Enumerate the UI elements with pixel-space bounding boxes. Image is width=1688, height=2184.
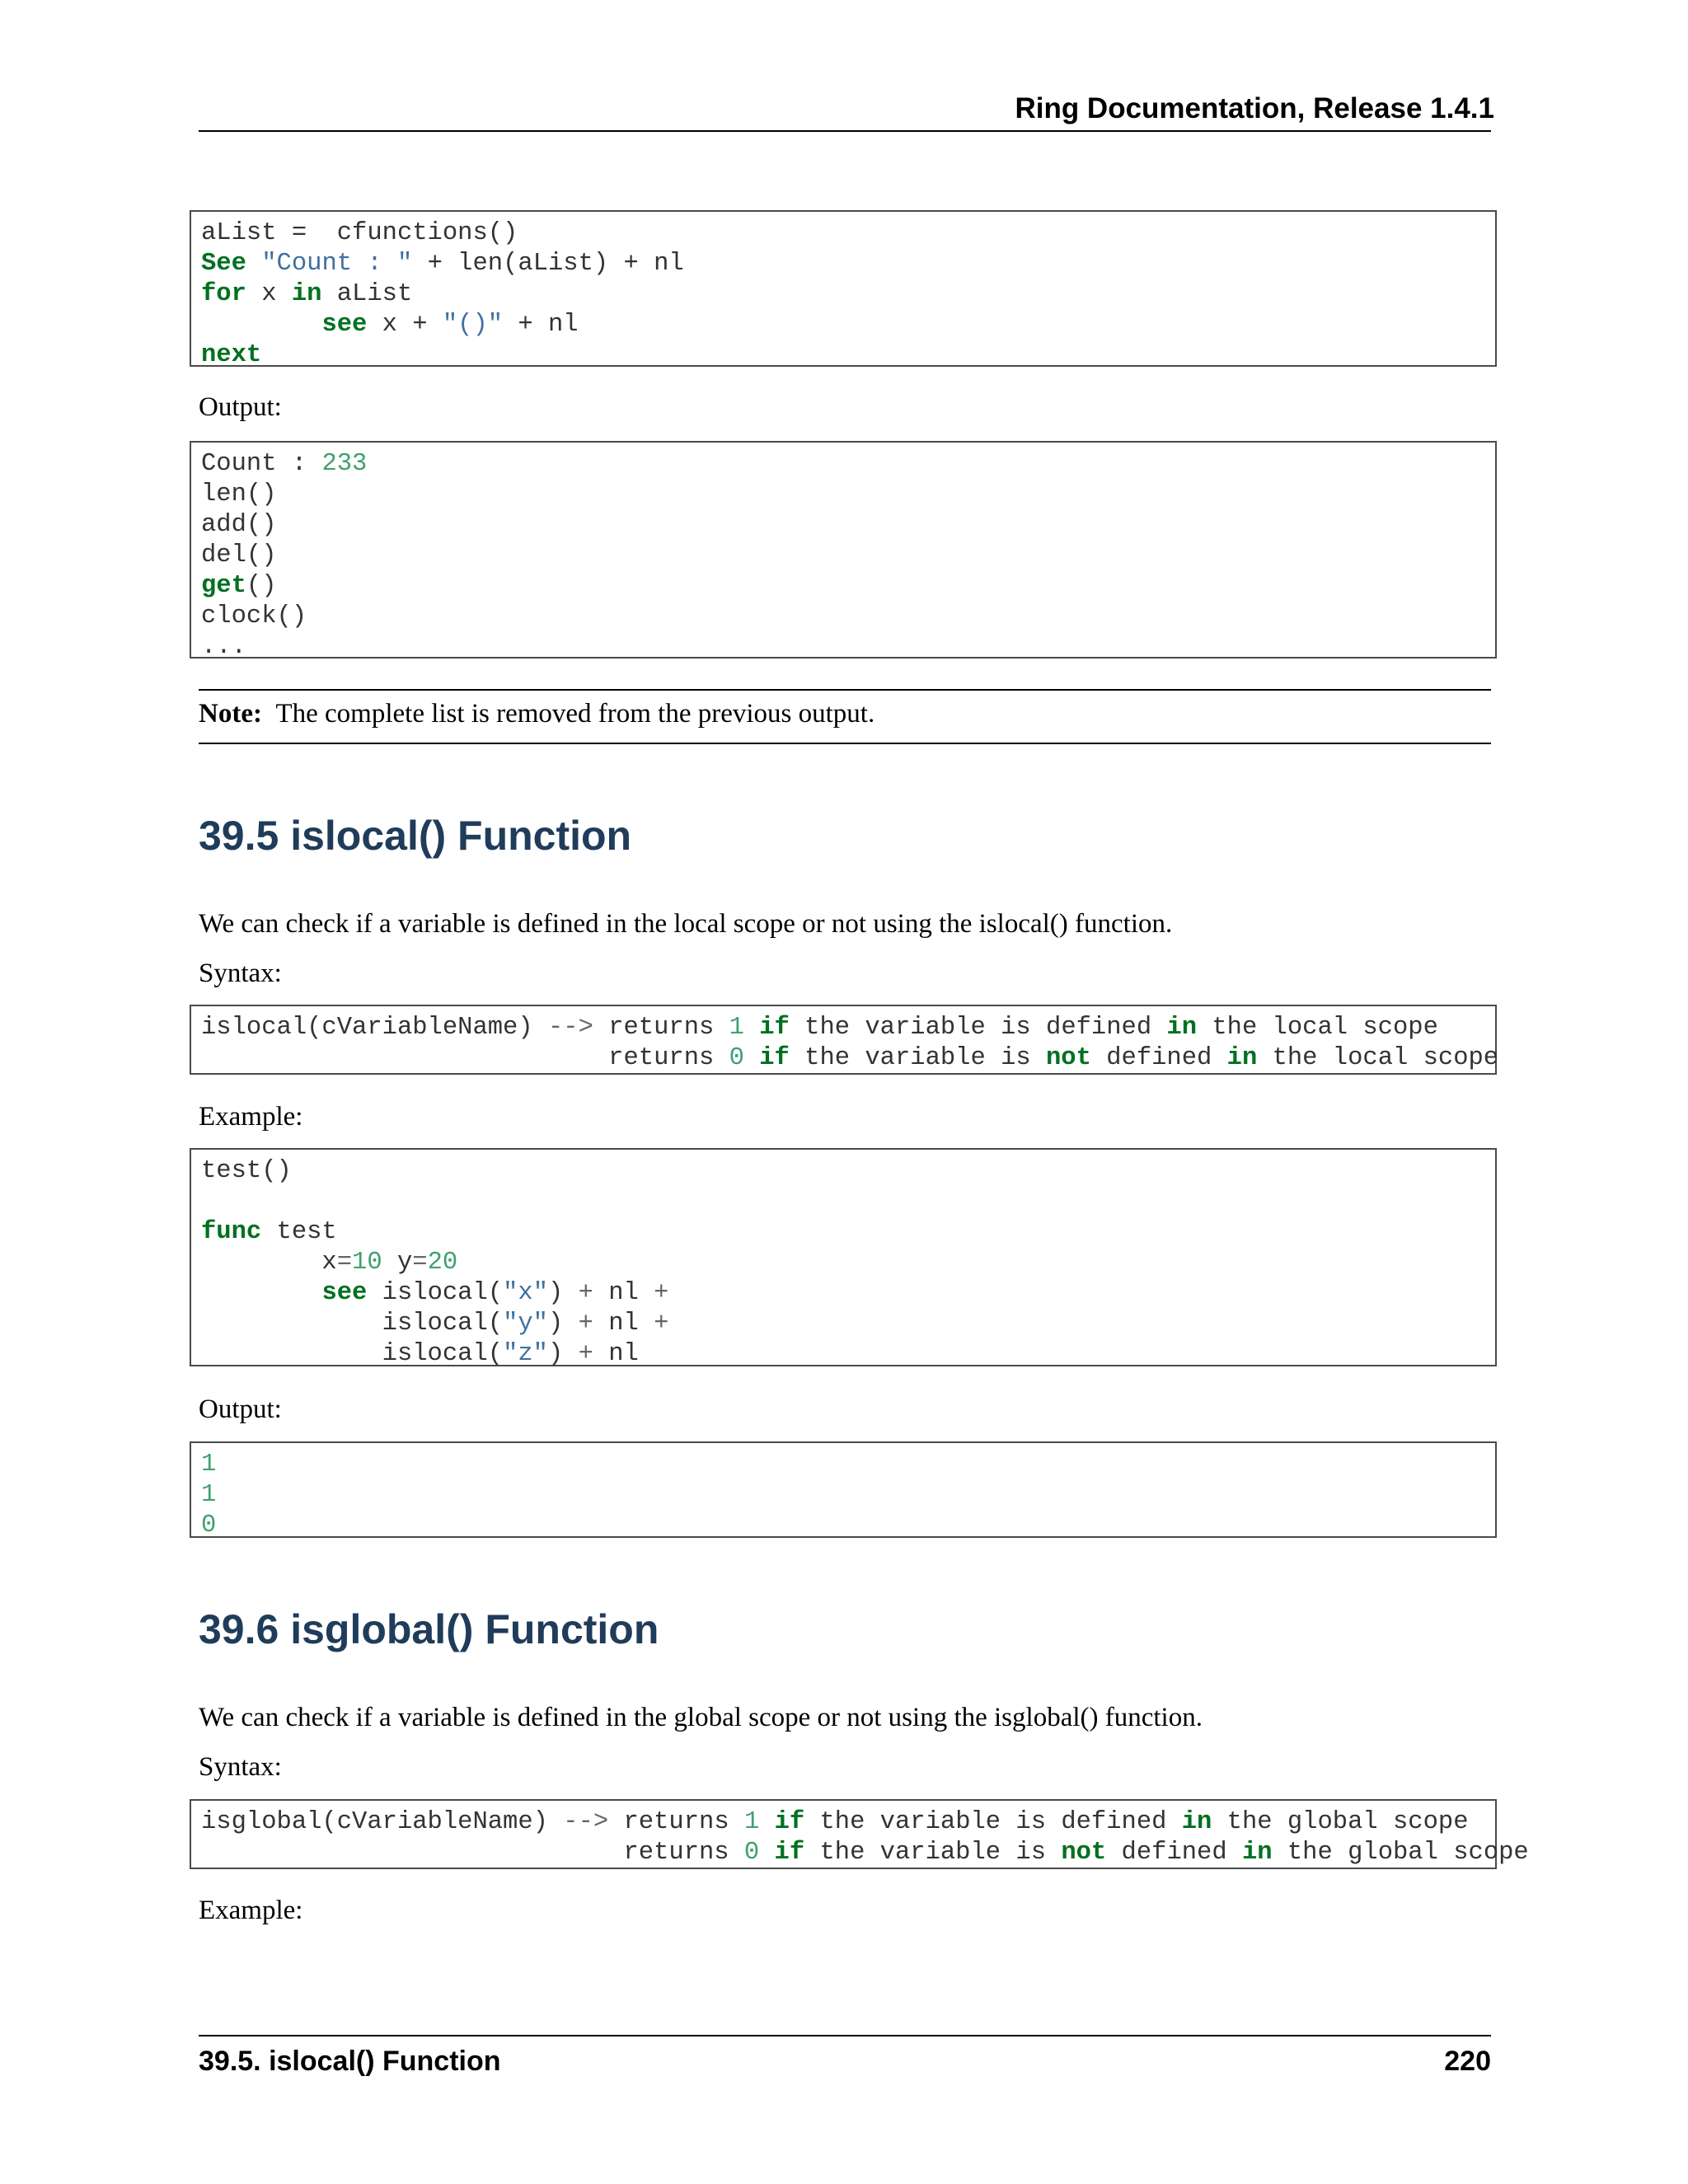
code-token: x <box>246 280 292 308</box>
code-token: Count : <box>201 450 322 478</box>
code-token: aList = cfunctions() <box>201 219 518 247</box>
code-token <box>744 1014 759 1042</box>
header-rule <box>199 130 1491 132</box>
section-title-islocal: 39.5 islocal() Function <box>199 813 632 859</box>
code-token: defined <box>1090 1044 1227 1072</box>
code-token: nl <box>593 1310 654 1338</box>
code-token: in <box>1226 1044 1258 1072</box>
note <box>199 697 874 730</box>
note-bottom-rule <box>199 743 1491 744</box>
code-token: aList <box>321 280 413 308</box>
code-token: "z" <box>503 1340 548 1368</box>
output-label: Output: <box>199 392 282 422</box>
code-token: islocal( <box>201 1340 504 1368</box>
code-line <box>201 1309 1495 1339</box>
code-token: 1 <box>201 1451 217 1479</box>
code-token: not <box>1046 1044 1091 1072</box>
code-token: 0 <box>729 1044 744 1072</box>
code-token: 233 <box>321 450 368 478</box>
code-line <box>201 1013 1495 1043</box>
code-line <box>201 340 1495 371</box>
islocal-syntax-label: Syntax: <box>199 958 282 988</box>
code-line <box>201 571 1495 602</box>
code-token: in <box>291 280 322 308</box>
code-line <box>201 1156 1495 1187</box>
code-token: 0 <box>743 1839 760 1867</box>
code-token: add() <box>201 511 277 539</box>
code-token: clock() <box>201 602 307 630</box>
code-line <box>201 480 1495 510</box>
code-token: + len(aList) + nl <box>412 250 684 278</box>
code-block-isglobal-syntax <box>190 1799 1529 1869</box>
code-token: get <box>201 572 246 600</box>
code-token: See <box>201 250 246 278</box>
code-token: for <box>201 280 246 308</box>
code-token: + <box>578 1279 593 1307</box>
code-token: + <box>654 1310 669 1338</box>
code-line <box>201 1278 1495 1309</box>
code-token: the local scope <box>1257 1044 1499 1072</box>
code-token: + <box>578 1310 593 1338</box>
code-token: the global scope <box>1212 1808 1469 1836</box>
code-token: x <box>201 1249 337 1277</box>
footer-section: 39.5. islocal() Function <box>199 2046 501 2077</box>
code-line <box>201 310 1495 340</box>
code-token: next <box>201 341 262 369</box>
code-line <box>201 510 1495 541</box>
code-token <box>201 311 321 339</box>
code-token: 0 <box>201 1511 217 1540</box>
code-token: func <box>201 1218 262 1246</box>
code-line <box>201 1480 1495 1511</box>
code-token <box>759 1808 774 1836</box>
code-line <box>201 218 1495 249</box>
code-token: len() <box>201 480 277 509</box>
code-line <box>201 1511 1495 1541</box>
code-token: ... <box>201 633 246 661</box>
isglobal-example-label: Example: <box>199 1896 303 1925</box>
code-line <box>201 1043 1499 1074</box>
code-line <box>201 1807 1495 1838</box>
code-token: "x" <box>503 1279 549 1307</box>
code-line <box>201 449 1495 480</box>
code-token: not <box>1061 1839 1107 1867</box>
code-token: the variable is defined <box>804 1808 1182 1836</box>
code-token: 10 <box>352 1249 382 1277</box>
code-line <box>201 541 1495 571</box>
code-line <box>201 279 1495 310</box>
code-line <box>201 1217 1495 1248</box>
code-token: islocal( <box>367 1279 504 1307</box>
code-token: if <box>774 1839 805 1867</box>
code-token: () <box>246 572 277 600</box>
code-token: "()" <box>442 311 504 339</box>
code-token: islocal(cVariableName) <box>201 1014 548 1042</box>
code-token: in <box>1166 1014 1198 1042</box>
code-line <box>201 249 1495 279</box>
code-token: see <box>321 1279 368 1307</box>
code-token: isglobal(cVariableName) <box>201 1808 564 1836</box>
code-token <box>744 1044 759 1072</box>
code-token: 20 <box>427 1249 458 1277</box>
code-token: del() <box>201 541 277 569</box>
code-line <box>201 1248 1495 1278</box>
note-text: The complete list is removed from the previous output. <box>275 699 875 729</box>
code-token: = <box>412 1249 428 1277</box>
code-token: + <box>578 1340 593 1368</box>
code-token: ) <box>548 1279 579 1307</box>
islocal-output-label: Output: <box>199 1394 282 1424</box>
code-token: y <box>382 1249 413 1277</box>
islocal-example-label: Example: <box>199 1102 303 1132</box>
code-token: 1 <box>743 1808 760 1836</box>
islocal-intro: We can check if a variable is defined in the local scope or not using the islocal() function. <box>199 909 1173 939</box>
code-token: in <box>1241 1839 1273 1867</box>
code-token: ) <box>547 1310 579 1338</box>
code-token <box>759 1839 774 1867</box>
code-token: returns <box>201 1839 744 1867</box>
code-token: "Count : " <box>261 250 413 278</box>
code-block-islocal-example <box>190 1148 1497 1366</box>
code-token: if <box>774 1808 805 1836</box>
footer-page-number: 220 <box>1444 2046 1491 2077</box>
code-token: defined <box>1106 1839 1242 1867</box>
code-line <box>201 1187 1495 1217</box>
code-line <box>201 632 1495 663</box>
code-token <box>246 250 261 278</box>
code-token: returns <box>201 1044 729 1072</box>
isglobal-syntax-label: Syntax: <box>199 1752 282 1782</box>
section-title-isglobal: 39.6 isglobal() Function <box>199 1606 659 1652</box>
code-token: nl <box>593 1279 654 1307</box>
code-token: = <box>336 1249 353 1277</box>
note-top-rule <box>199 689 1491 691</box>
code-token: test() <box>201 1157 292 1185</box>
code-token: --> <box>563 1808 609 1836</box>
footer-rule <box>199 2035 1491 2036</box>
code-token: 1 <box>201 1481 217 1509</box>
code-line <box>201 1339 1495 1370</box>
code-token: nl <box>593 1340 639 1368</box>
code-block-cfunctions <box>190 210 1497 367</box>
code-token: the variable is <box>789 1044 1046 1072</box>
code-line <box>201 1450 1495 1480</box>
code-token: if <box>759 1044 790 1072</box>
code-token: + <box>654 1279 669 1307</box>
code-block-islocal-output <box>190 1441 1497 1538</box>
code-token: the variable is defined <box>789 1014 1167 1042</box>
code-token: if <box>759 1014 790 1042</box>
code-token <box>201 1279 321 1307</box>
page-header-title: Ring Documentation, Release 1.4.1 <box>1015 92 1494 124</box>
code-token: + nl <box>503 311 579 339</box>
code-token: islocal( <box>201 1310 504 1338</box>
code-token: returns <box>593 1014 729 1042</box>
code-token: ) <box>547 1340 579 1368</box>
code-line <box>201 1838 1529 1868</box>
code-token: the variable is <box>804 1839 1062 1867</box>
code-block-islocal-syntax <box>190 1005 1497 1075</box>
code-token: returns <box>608 1808 744 1836</box>
code-token: "y" <box>503 1310 548 1338</box>
note-label: Note: <box>199 699 262 729</box>
code-token: 1 <box>729 1014 744 1042</box>
code-token: --> <box>547 1014 593 1042</box>
isglobal-intro: We can check if a variable is defined in the global scope or not using the isglobal() function. <box>199 1703 1203 1732</box>
code-token: x + <box>367 311 443 339</box>
code-line <box>201 602 1495 632</box>
code-token: in <box>1181 1808 1212 1836</box>
code-block-cfunctions-output <box>190 441 1497 661</box>
code-token: test <box>261 1218 337 1246</box>
code-token: the local scope <box>1197 1014 1438 1042</box>
code-token: the global scope <box>1272 1839 1529 1867</box>
code-token: see <box>321 311 368 339</box>
